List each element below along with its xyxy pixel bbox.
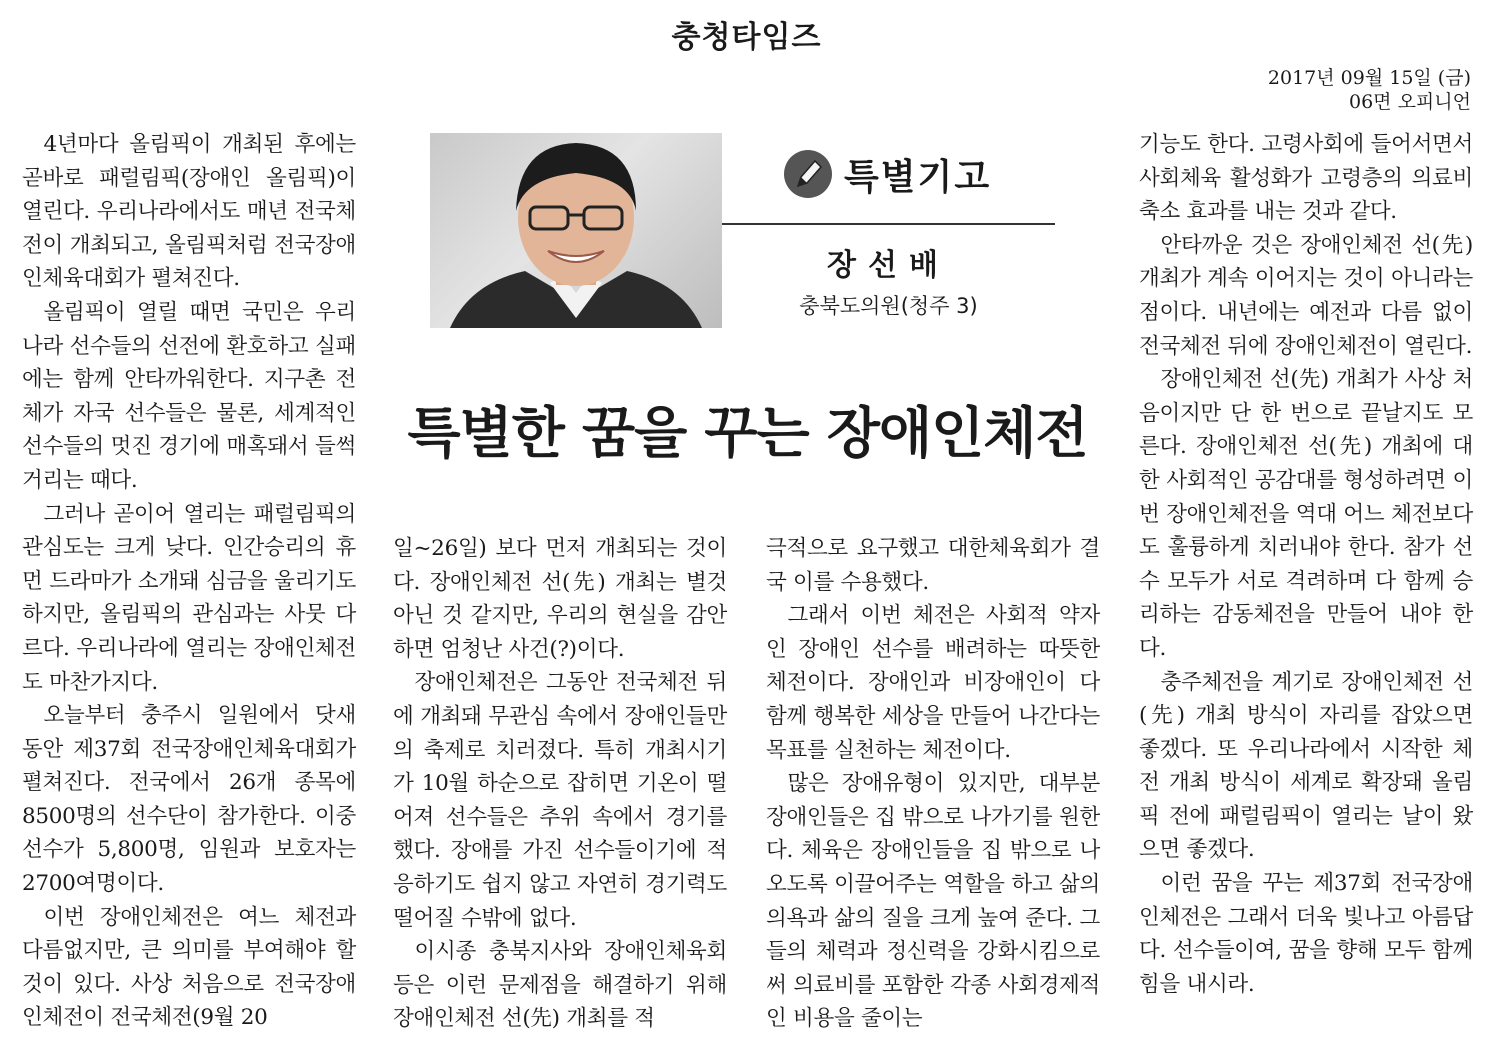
paragraph: 그래서 이번 체전은 사회적 약자인 장애인 선수를 배려하는 따뜻한 체전이다. 장애인과 비장애인이 다 함께 행복한 세상을 만들어 나간다는 목표를 실천하는 체전이다.: [766, 603, 1100, 763]
kicker-label: 특별기고: [844, 156, 992, 198]
dateline: [1268, 66, 1471, 114]
byline-divider: [722, 223, 1055, 225]
article-column-2: [393, 532, 727, 1036]
paragraph: 이번 장애인체전은 여느 체전과 다름없지만, 큰 의미를 부여해야 할 것이 있다. 사상 처음으로 전국장애인체전이 전국체전(9월 20: [22, 904, 356, 1031]
paragraph: 오늘부터 충주시 일원에서 닷새 동안 제37회 전국장애인체육대회가 펼쳐진다. 전국에서 26개 종목에 8500명의 선수단이 참가한다. 이중 선수가 5,800명, 임원과 보호자는 2700여명이다.: [22, 703, 356, 897]
paragraph: 이런 꿈을 꾸는 제37회 전국장애인체전은 그래서 더욱 빛나고 아름답다. 선수들이여, 꿈을 향해 모두 함께 힘을 내시라.: [1139, 871, 1473, 997]
paragraph: 그러나 곧이어 열리는 패럴림픽의 관심도는 크게 낮다. 인간승리의 휴먼 드라마가 소개돼 심금을 울리기도 하지만, 올림픽의 관심과는 사뭇 다르다. 우리나라에 열리는 장애인체전도 마찬가지다.: [22, 501, 356, 695]
masthead: 충청타임즈: [671, 20, 822, 55]
column-kicker: [782, 146, 991, 202]
issue-date: 2017년 09월 15일 (금): [1267, 67, 1471, 89]
portrait-illustration: [430, 133, 722, 328]
author-portrait: [430, 133, 722, 328]
author-role: 충북도의원(청주 3): [799, 294, 978, 318]
paragraph: 많은 장애유형이 있지만, 대부분 장애인들은 집 밖으로 나가기를 원한다. 체육은 장애인들을 집 밖으로 나오도록 이끌어주는 역할을 하고 삶의 의욕과 삶의 질을 크게 높여 준다. 그들의 체력과 정신력을 강화시킴으로써 의료비를 포함한 각종 사회경제적인 비용을 줄이는: [766, 771, 1100, 1032]
paragraph: 일~26일) 보다 먼저 개최되는 것이다. 장애인체전 선(先) 개최는 별것 아닌 것 같지만, 우리의 현실을 감안하면 엄청난 사건(?)이다.: [393, 536, 727, 662]
page-section: 06면 오피니언: [1349, 91, 1471, 113]
article-column-4: [1139, 128, 1473, 1001]
author-name: 장선배: [827, 248, 950, 283]
paragraph: 장애인체전 선(先) 개최가 사상 처음이지만 단 한 번으로 끝날지도 모른다. 장애인체전 선(先) 개최에 대한 사회적인 공감대를 형성하려면 이번 장애인체전을 역대 어느 체전보다도 훌륭하게 치러내야 한다. 참가 선수 모두가 서로 격려하며 다 함께 승리하는 감동체전을 만들어 내야 한다.: [1139, 367, 1473, 661]
paragraph: 기능도 한다. 고령사회에 들어서면서 사회체육 활성화가 고령층의 의료비 축소 효과를 내는 것과 같다.: [1139, 132, 1473, 225]
article-column-1: [22, 128, 356, 1035]
paragraph: 올림픽이 열릴 때면 국민은 우리나라 선수들의 선전에 환호하고 실패에는 함께 안타까워한다. 지구촌 전체가 자국 선수들은 물론, 세계적인 선수들의 멋진 경기에 매혹돼서 들썩거리는 때다.: [22, 299, 356, 493]
paragraph: 4년마다 올림픽이 개최된 후에는 곧바로 패럴림픽(장애인 올림픽)이 열린다. 우리나라에서도 매년 전국체전이 개최되고, 올림픽처럼 전국장애인체육대회가 펼쳐진다.: [22, 132, 356, 292]
paragraph: 안타까운 것은 장애인체전 선(先) 개최가 계속 이어지는 것이 아니라는 점이다. 내년에는 예전과 다름 없이 전국체전 뒤에 장애인체전이 열린다.: [1139, 232, 1473, 359]
paragraph: 장애인체전은 그동안 전국체전 뒤에 개최돼 무관심 속에서 장애인들만의 축제로 치러졌다. 특히 개최시기가 10월 하순으로 잡히면 기온이 떨어져 선수들은 추위 속에서 경기를 했다. 장애를 가진 선수들이기에 적응하기도 쉽지 않고 자연히 경기력도 떨어질 수밖에 없다.: [393, 670, 727, 931]
article-column-3: [766, 532, 1100, 1036]
paragraph: 극적으로 요구했고 대한체육회가 결국 이를 수용했다.: [766, 536, 1100, 595]
paragraph: 충주체전을 계기로 장애인체전 선(先) 개최 방식이 자리를 잡았으면 좋겠다. 또 우리나라에서 시작한 체전 개최 방식이 세계로 확장돼 올림픽 전에 패럴림픽이 열리는 날이 왔으면 좋겠다.: [1139, 669, 1473, 863]
paragraph: 이시종 충북지사와 장애인체육회 등은 이런 문제점을 해결하기 위해 장애인체전 선(先) 개최를 적: [393, 939, 727, 1032]
article-headline: 특별한 꿈을 꾸는 장애인체전: [407, 401, 1088, 465]
pencil-icon: [782, 148, 834, 200]
